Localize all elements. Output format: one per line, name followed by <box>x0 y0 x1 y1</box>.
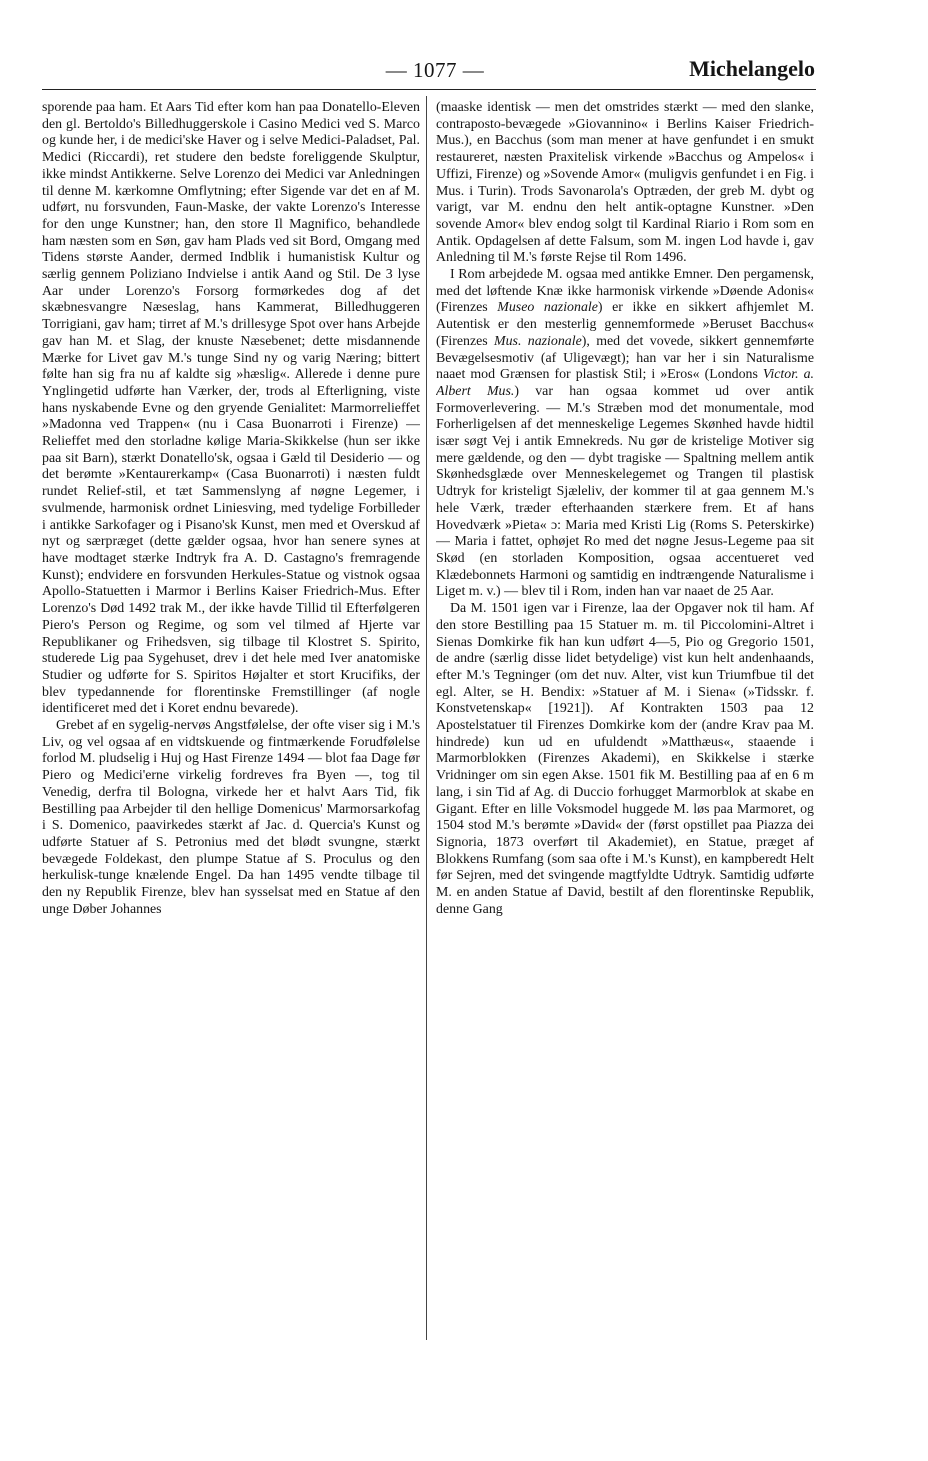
italic-run: Museo nazionale <box>497 300 598 316</box>
italic-run: Victor. a. Albert Mus. <box>436 367 814 399</box>
italic-run: Mus. nazionale <box>494 333 582 349</box>
text-run: ) er ikke en sikkert afhjemlet M. Autentisk er den mesterlig gennemformede »Beruset Bacchus« (Firenzes <box>436 300 814 349</box>
text-run: I Rom arbejdede M. ogsaa med antikke Emner. Den pergamensk, med det løftende Knæ ikke harmonisk virkende »Døende Adonis« (Firenzes <box>436 267 814 316</box>
page-number: — 1077 — <box>385 58 485 82</box>
text-run: ), med det vovede, sikkert gennemførte Bevægelsesmotiv (af Uligevægt); han var her i sin Naturalisme naaet mod Grænsen for plastisk Stil; i »Eros« (Londons <box>436 333 814 383</box>
text-run: ) var han ogsaa kommet ud over antik Formoverlevering. — M.'s Stræben mod det monumentale, mod Forherligelsen af det menneskelige Legemes Skønhed havde hidtil især søgt Vej i antik Emnekreds. Nu gør de kristelige Motiver sig mere gældende, og den — dybt tragiske — Spaltning mellem antik Skønhedsglæde over Menneskelegemet og Trangen til plastisk Udtryk for kristeligt Sjæleliv, der kommer til at gaa gennem M.'s hele Værk, træder efterhaanden stærkere frem. Et af hans Hovedværk »Pieta« ɔ: Maria med Kristi Lig (Roms S. Peterskirke) — Maria i fattet, ophøjet Ro med det nøgne Jesus-Legeme paa sit Skød (en storladen Komposition, ogsaa accentueret ved Klædebonnets Harmoni og samtidig en indtrængende Naturalisme i Liget m. v.) — blev til i Rom, inden han var naaet de 25 Aar. <box>436 383 814 600</box>
paragraph: sporende paa ham. Et Aars Tid efter kom han paa Donatello-Eleven den gl. Bertoldo's Billedhuggerskole i Casino Medici ved S. Marco og kunde her, i de medici'ske Haver og i selve Medici-Paladset, Pal. Medici (Riccardi), ret studere den bedste foreliggende Skulptur, ikke mindst Antikkerne. Selve Lorenzo dei Medici var Anledningen til denne M. kærkomne Omflytning; efter Sigende var det en af M. udført, nu forsvunden, Faun-Maske, der vakte Lorenzo's Interesse for den unge Kunstner; han, den store Il Magnifico, behandlede ham næsten som en Søn, gav ham Plads ved sit Bord, Omgang med Tidens største Aander, dermed Indblik i humanistisk Kultur og særlig gennem Poliziano Indvielse i antik Aand og Stil. De 3 lyse Aar under Lorenzo's Forsorg formørkedes dog af det skæbnesvangre Næseslag, hans Kammerat, Billedhuggeren Torrigiani, gav ham; tirret af M.'s drillesyge Spot over hans Arbejde gav han M. et Slag, der knuste Næsebenet; dette misdannende Mærke for Livet gav M.'s tunge Sind ny og varig Næring; bittert følte han sig fra nu af kaldte sig »hæslig«. Allerede i denne pure Ynglingetid udførte han Værker, der, trods al Efterligning, viste hans nyskabende Evne og den gryende Genialitet: Marmorrelieffet »Madonna ved Trappen« (nu i Casa Buonarroti i Firenze) — Relieffet med den storladne kølige Maria-Skikkelse (hun ser ikke paa sit Barn), stærkt Donatello'sk, ogsaa i Gæld til Desiderio — og det berømte »Kentaurerkamp« (Casa Buonarroti) i næsten fuldt rundet Relief-stil, et tæt Sammenslyng af nøgne Legemer, i svulmende, harmonisk ordnet Liniesving, med tydelige Forbilleder i antikke Sarkofager og i Pisano'sk Kunst, men med et Overskud af nyt og særpræget (dette gælder ogsaa, hvor han senere synes at have modtaget stærke Indtryk fra A. D. Castagno's fremragende Kunst); endvidere en forsvunden Herkules-Statue og vistnok ogsaa Apollo-Statuetten i Marmor i Berlins Kaiser Friedrich-Mus. Efter Lorenzo's Død 1492 trak M., der ikke havde Tillid til Efterfølgeren Piero's Person og Regime, og som vel tilmed af Hjerte var Republikaner og Frihedsven, sig tilbage til Klostret S. Spirito, studerede Lig paa Sygehuset, drev i det hele med Iver anatomiske Studier og udførte for S. Spiritos Højalter et stort Krucifiks, der blev typedannende for florentinske Fremstillinger (af nogle identificeret med det i Koret endnu bevarede). <box>42 100 420 717</box>
left-column <box>42 100 420 1340</box>
running-head: Michelangelo <box>689 56 815 81</box>
paragraph: Da M. 1501 igen var i Firenze, laa der Opgaver nok til ham. Af den store Bestilling paa 15 Statuer m. m. til Piccolomini-Altret i Sienas Domkirke fik han kun udført 4—5, Pio og Gregorio 1501, de andre (særlig disse lidet betydelige) vist kun helt andenhaands, efter M.'s Tegninger (om det nuv. Alter, vist kun Triumfbue til det egl. Alter, se H. Bendix: »Statuer af M. i Siena« (»Tidsskr. f. Konstvetenskap« [1921]). Af Kontrakten 1503 paa 12 Apostelstatuer til Firenzes Domkirke kom der (andre Krav paa M. hindrede) kun ud en ufuldendt »Matthæus«, staaende i Marmorblokken (Firenzes Akademi), en Skikkelse i stærke Vridninger om sin egen Akse. 1501 fik M. Bestilling paa af en 6 m lang, i sin Tid af Ag. di Duccio forhugget Marmorblok at skabe en Gigant. Efter en lille Voksmodel huggede M. løs paa Marmoret, og 1504 stod M.'s berømte »David« der (først opstillet paa Piazza dei Signoria, 1873 overført til Akademiet), en Statue, præget af Blokkens Rumfang (som saa ofte i M.'s Kunst), en kampberedt Helt før Sejren, med det svingende magtfyldte Udtryk. Samtidig udførte M. en anden Statue af David, bestilt af den florentinske Republik, denne Gang <box>436 601 814 917</box>
paragraph <box>436 267 814 601</box>
right-column <box>436 100 814 1340</box>
paragraph: (maaske identisk — men det omstrides stærkt — med den slanke, contraposto-bevægede »Giovannino« i Berlins Kaiser Friedrich-Mus.), en Bacchus (som man mener at have genfundet i en smukt restaureret, næsten Praxitelisk virkende »Bacchus og Ampelos« i Uffizi, Firenze) og »Sovende Amor« (muligvis genfundet i en Fig. i Mus. i Turin). Trods Savonarola's Optræden, der greb M. dybt og varigt, var M. endnu den helt antik-optagne Kunstner. »Den sovende Amor« blev endog solgt til Kardinal Riario i Rom som en Antik. Opdagelsen af dette Falsum, som M. ingen Lod havde i, gav Anledning til M.'s første Rejse til Rom 1496. <box>436 100 814 266</box>
paragraph: Grebet af en sygelig-nervøs Angstfølelse, der ofte viser sig i M.'s Liv, og vel ogsaa af en vidtskuende og fintmærkende Forudfølelse forlod M. pludselig i Huj og Hast Firenze 1494 — blot faa Dage før Piero og Medici'erne virkelig fordreves fra Byen —, tog til Venedig, derfra til Bologna, virkede her et halvt Aars Tid, fik Bestilling paa Arbejder til den hellige Domenicus' Marmorsarkofag i S. Domenico, paavirkedes stærkt af Jac. d. Quercia's Kunst og udførte Statuer af S. Petronius med det blødt svungne, stærkt bevægede Foldekast, den plumpe Statue af S. Proculus og den herkulisk-tunge knælende Engel. Da han 1495 vendte tilbage til den ny Republik Firenze, blev han sysselsat med en Statue af den unge Døber Johannes <box>42 718 420 917</box>
page-header <box>0 0 928 90</box>
column-divider <box>426 96 427 1340</box>
header-rule <box>42 89 816 90</box>
